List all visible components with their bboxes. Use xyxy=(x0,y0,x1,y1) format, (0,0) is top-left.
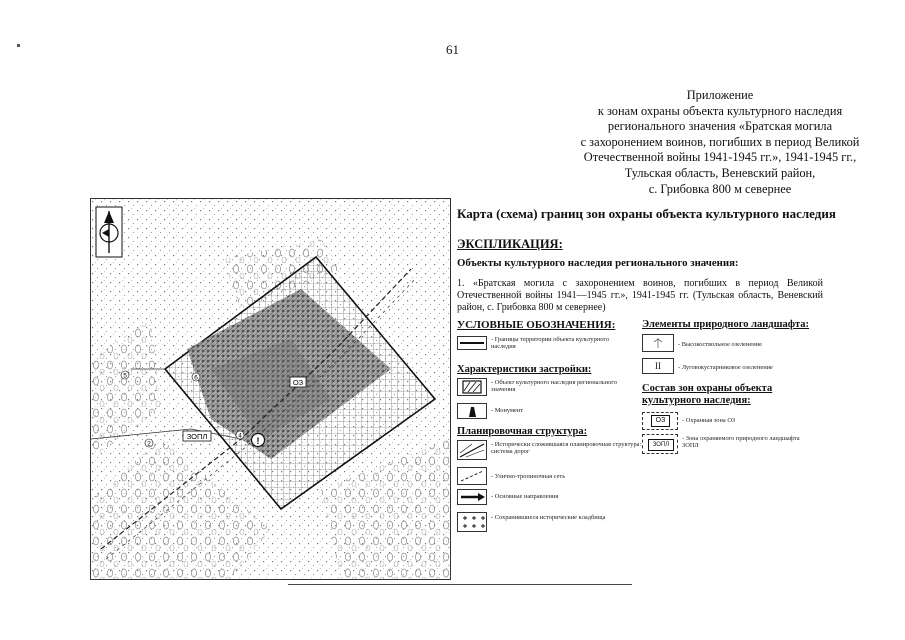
zone-zopl-label: - Зона охраняемого природного ландшафта ЗОПЛ xyxy=(682,435,800,450)
appendix-line: с захоронением воинов, погибших в период Великой xyxy=(580,134,860,149)
high-trunk-symbol xyxy=(642,334,674,352)
north-arrow-icon xyxy=(96,207,122,257)
zone-zopl-label xyxy=(183,431,211,441)
map-drawing xyxy=(91,199,450,579)
main-direction-arrow-icon xyxy=(457,489,487,505)
main-directions-label: - Основные направления xyxy=(491,493,559,500)
svg-text:6: 6 xyxy=(194,374,198,382)
explication-heading: ЭКСПЛИКАЦИЯ: xyxy=(457,237,563,251)
historic-planning-label: - Исторически сложившаяся планировочная структура: система дорог xyxy=(491,441,642,456)
page-number: 61 xyxy=(446,42,459,57)
appendix-line: регионального значения «Братская могила xyxy=(607,119,833,134)
legend-heading: УСЛОВНЫЕ ОБОЗНАЧЕНИЯ: xyxy=(457,319,616,331)
heritage-object-label: - Объект культурного наследия регионального значения xyxy=(491,379,617,394)
map-title: Карта (схема) границ зон охраны объекта культурного наследия xyxy=(457,206,836,221)
high-trunk-label: - Высокоствольное озеленение xyxy=(678,341,762,348)
appendix-line: Приложение xyxy=(686,88,754,102)
zone-o3-label: - Охранная зона ОЗ xyxy=(682,417,736,424)
zone-zopl-tag: ЗОПЛ xyxy=(648,439,674,451)
meadow-shrub-symbol: II xyxy=(642,358,674,374)
street-network-label: - Улично-тропиночная сеть xyxy=(491,473,566,480)
historic-planning-symbol xyxy=(457,440,487,460)
boundary-label: - Границы территории объекта культурного наследия xyxy=(491,336,610,351)
monument-label: - Монумент xyxy=(491,407,524,414)
heritage-object-symbol xyxy=(457,378,487,396)
zone-zopl-symbol xyxy=(642,434,678,454)
landscape-heading: Элементы природного ландшафта: xyxy=(642,319,810,330)
zone-o3-tag: ОЗ xyxy=(651,415,670,427)
buildings-heading: Характеристики застройки: xyxy=(457,364,592,375)
svg-text:ОЗ: ОЗ xyxy=(292,378,304,387)
zones-heading: Состав зон охраны объекта культурного наследия: xyxy=(642,383,773,406)
street-network-symbol xyxy=(457,467,487,485)
svg-text:5: 5 xyxy=(123,372,127,380)
appendix-line: Отечественной войны 1941-1945 гг.», 1941-1945 гг., xyxy=(583,150,857,165)
scan-speck xyxy=(17,44,20,47)
appendix-line: Тульская область, Веневский район, xyxy=(624,165,816,180)
cemetery-symbol xyxy=(457,512,487,532)
appendix-line: с. Грибовка 800 м севернее xyxy=(648,181,792,196)
monument-icon xyxy=(457,403,487,419)
objects-heading: Объекты культурного наследия регионального значения: xyxy=(457,257,739,269)
svg-text:ЗОПЛ: ЗОПЛ xyxy=(186,432,208,441)
object-description: 1. «Братская могила с захоронением воинов, погибших в период Великой Отечественной войны 1941—1945 гг.», 1941-1945 гг. (Тульская область, Веневский район, с. Грибовка 800 м севернее) xyxy=(457,278,823,313)
protection-zone-map xyxy=(90,198,451,580)
planning-heading: Планировочная структура: xyxy=(457,426,588,437)
svg-text:4: 4 xyxy=(238,432,242,440)
appendix-line: к зонам охраны объекта культурного наследия xyxy=(597,103,843,118)
footer-rule xyxy=(288,584,632,585)
svg-text:!: ! xyxy=(256,436,260,446)
meadow-shrub-label: - Луговокустарниковое озеленение xyxy=(678,364,773,371)
svg-text:2: 2 xyxy=(147,440,151,448)
zone-o3-symbol xyxy=(642,412,678,430)
cemetery-label: - Сохранившиеся исторические кладбища xyxy=(491,514,606,521)
monument-marker xyxy=(252,434,265,447)
zone-o3-label xyxy=(290,377,306,387)
boundary-symbol xyxy=(457,336,487,350)
appendix-header xyxy=(540,88,900,197)
